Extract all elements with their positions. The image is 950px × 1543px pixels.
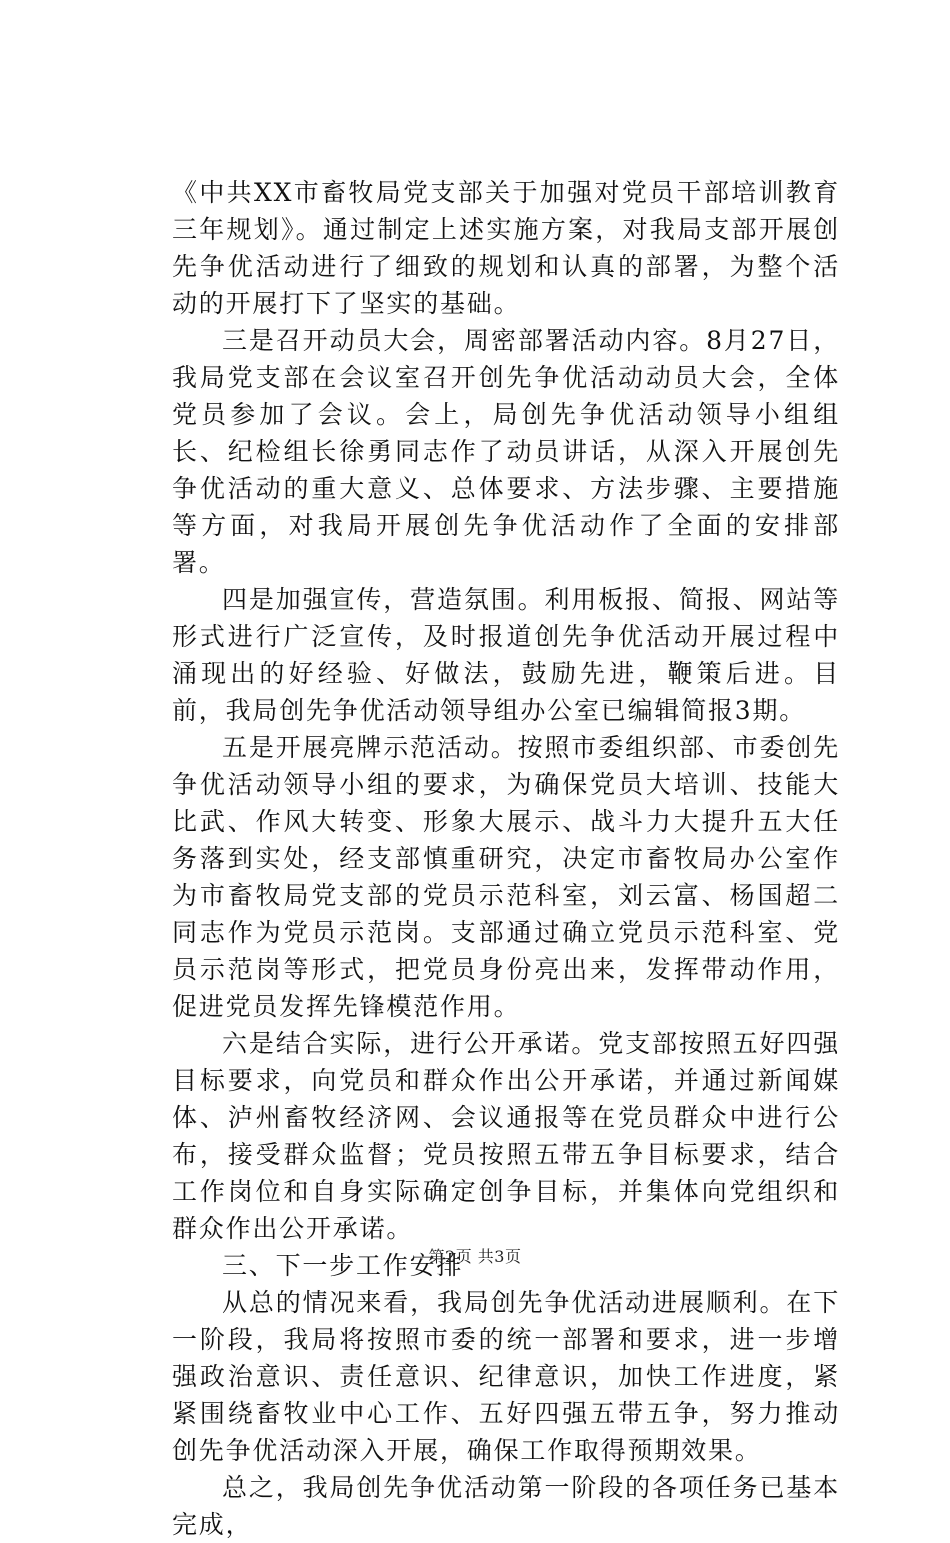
paragraph-public-commitment: 六是结合实际，进行公开承诺。党支部按照五好四强目标要求，向党员和群众作出公开承诺，并通过新闻媒体、泸州畜牧经济网、会议通报等在党员群众中进行公布，接受群众监督；党员按照五带五争目标要求，结合工作岗位和自身实际确定创争目标，并集体向党组织和群众作出公开承诺。 xyxy=(172,1029,840,1243)
page-number-footer: 第2页 共3页 xyxy=(428,1247,522,1266)
section-heading-next-steps: 三、下一步工作安排 xyxy=(222,1251,464,1280)
paragraph-publicity: 四是加强宣传，营造氛围。利用板报、简报、网站等形式进行广泛宣传，及时报道创先争优活动开展过程中涌现出的好经验、好做法，鼓励先进，鞭策后进。目前，我局创先争优活动领导组办公室已编辑简报3期。 xyxy=(172,585,840,725)
paragraph-next-steps: 从总的情况来看，我局创先争优活动进展顺利。在下一阶段，我局将按照市委的统一部署和要求，进一步增强政治意识、责任意识、纪律意识，加快工作进度，紧紧围绕畜牧业中心工作、五好四强五带五争，努力推动创先争优活动深入开展，确保工作取得预期效果。 xyxy=(172,1288,840,1465)
document-body xyxy=(172,174,840,1543)
paragraph-plan-continuation: 《中共XX市畜牧局党支部关于加强对党员干部培训教育三年规划》。通过制定上述实施方案，对我局支部开展创先争优活动进行了细致的规划和认真的部署，为整个活动的开展打下了坚实的基础。 xyxy=(172,178,840,318)
paragraph-mobilization-meeting: 三是召开动员大会，周密部署活动内容。8月27日，我局党支部在会议室召开创先争优活动动员大会，全体党员参加了会议。会上，局创先争优活动领导小组组长、纪检组长徐勇同志作了动员讲话，从深入开展创先争优活动的重大意义、总体要求、方法步骤、主要措施等方面，对我局开展创先争优活动作了全面的安排部署。 xyxy=(172,326,840,577)
paragraph-summary: 总之，我局创先争优活动第一阶段的各项任务已基本完成， xyxy=(172,1473,840,1539)
paragraph-demonstration: 五是开展亮牌示范活动。按照市委组织部、市委创先争优活动领导小组的要求，为确保党员大培训、技能大比武、作风大转变、形象大展示、战斗力大提升五大任务落到实处，经支部慎重研究，决定市畜牧局办公室作为市畜牧局党支部的党员示范科室，刘云富、杨国超二同志作为党员示范岗。支部通过确立党员示范科室、党员示范岗等形式，把党员身份亮出来，发挥带动作用，促进党员发挥先锋模范作用。 xyxy=(172,733,840,1021)
